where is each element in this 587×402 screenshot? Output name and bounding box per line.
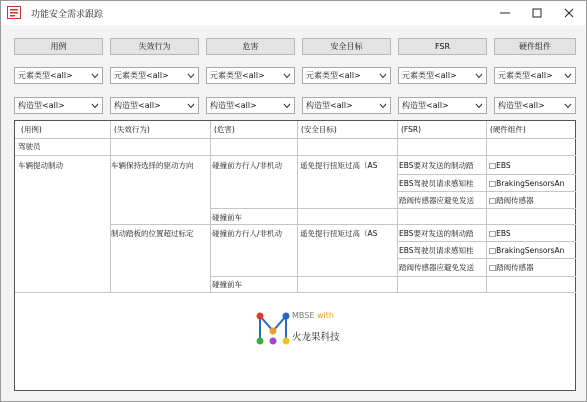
- chevron-down-icon: [379, 103, 387, 109]
- column-button-hardware[interactable]: 硬件组件: [494, 38, 576, 55]
- select-value: 元素类型<all>: [498, 71, 553, 80]
- table-cell[interactable]: EBS驾驶员请求感知桂: [399, 246, 474, 255]
- chevron-down-icon: [91, 73, 99, 79]
- chevron-down-icon: [187, 103, 195, 109]
- table-cell[interactable]: 碰撞前车: [212, 213, 242, 222]
- select-value: 构造型<all>: [402, 101, 449, 110]
- chevron-down-icon: [475, 103, 483, 109]
- chevron-down-icon: [187, 73, 195, 79]
- select-value: 构造型<all>: [210, 101, 257, 110]
- table-cell[interactable]: 碰撞前方行人/非机动: [212, 161, 283, 170]
- select-value: 构造型<all>: [114, 101, 161, 110]
- trace-table: [15, 121, 576, 293]
- chevron-down-icon: [475, 73, 483, 79]
- chevron-down-icon: [283, 73, 291, 79]
- column-button-usecase[interactable]: 用例: [14, 38, 103, 55]
- logo-mbse-text: MBSE with: [292, 311, 334, 320]
- minimize-icon: [500, 8, 510, 18]
- select-value: 元素类型<all>: [210, 71, 265, 80]
- table-cell[interactable]: 碰撞前方行人/非机动: [212, 229, 283, 238]
- table-cell[interactable]: 踏阀传感器应避免发送: [399, 263, 474, 272]
- select-value: 构造型<all>: [306, 101, 353, 110]
- construct-type-select-hazard[interactable]: [206, 97, 295, 114]
- table-cell[interactable]: 车辆保持选择的驱动方向: [111, 161, 194, 170]
- select-value: 元素类型<all>: [18, 71, 73, 80]
- table-cell[interactable]: 遥免提行扭矩过高（AS: [300, 161, 378, 170]
- maximize-button[interactable]: [521, 1, 553, 25]
- construct-type-select-fsr[interactable]: [398, 97, 487, 114]
- table-header-safety-goal: (安全目标): [301, 125, 337, 134]
- table-cell[interactable]: 遥免提行扭矩过高（AS: [300, 229, 378, 238]
- close-icon: [564, 8, 574, 18]
- app-icon: [7, 6, 21, 19]
- table-cell[interactable]: 车辆提动制动: [18, 161, 63, 170]
- construct-type-select-failure[interactable]: [110, 97, 199, 114]
- construct-type-select-hardware[interactable]: [494, 97, 576, 114]
- minimize-button[interactable]: [489, 1, 521, 25]
- select-value: 构造型<all>: [18, 101, 65, 110]
- logo-company-text: 火龙果科技: [292, 332, 340, 343]
- construct-type-select-usecase[interactable]: [14, 97, 103, 114]
- table-cell[interactable]: EBS要对发送的制动踏: [399, 229, 474, 238]
- select-value: 构造型<all>: [498, 101, 545, 110]
- table-cell[interactable]: 踏阀传感器应避免发送: [399, 196, 474, 205]
- title-bar: [1, 1, 586, 25]
- select-value: 元素类型<all>: [402, 71, 457, 80]
- table-header-hardware: (硬件组件): [490, 125, 526, 134]
- select-value: 元素类型<all>: [114, 71, 169, 80]
- table-cell[interactable]: EBS驾驶员请求感知桂: [399, 179, 474, 188]
- select-value: 元素类型<all>: [306, 71, 361, 80]
- table-cell[interactable]: □踏阀传感器: [489, 263, 534, 272]
- table-cell[interactable]: □踏阀传感器: [489, 196, 534, 205]
- column-button-failure[interactable]: 失效行为: [110, 38, 199, 55]
- maximize-icon: [532, 8, 542, 18]
- element-type-select-safety-goal[interactable]: [302, 67, 391, 84]
- chevron-down-icon: [379, 73, 387, 79]
- column-button-fsr[interactable]: FSR: [398, 38, 487, 55]
- table-header-fsr: (FSR): [401, 125, 422, 134]
- window-title: 功能安全需求跟踪: [31, 10, 104, 20]
- table-cell[interactable]: EBS要对发送的制动踏: [399, 161, 474, 170]
- close-button[interactable]: [553, 1, 585, 25]
- table-header-usecase: (用例): [21, 125, 42, 134]
- chevron-down-icon: [564, 73, 572, 79]
- chevron-down-icon: [564, 103, 572, 109]
- element-type-select-hazard[interactable]: [206, 67, 295, 84]
- element-type-select-hardware[interactable]: [494, 67, 576, 84]
- element-type-select-fsr[interactable]: [398, 67, 487, 84]
- column-button-hazard[interactable]: 危害: [206, 38, 295, 55]
- column-button-safety-goal[interactable]: 安全目标: [302, 38, 391, 55]
- table-cell[interactable]: 驾驶员: [18, 142, 41, 151]
- trace-table-panel: [14, 120, 576, 391]
- table-cell[interactable]: 碰撞前车: [212, 280, 242, 289]
- table-header-failure: (失效行为): [114, 125, 150, 134]
- chevron-down-icon: [283, 103, 291, 109]
- table-cell[interactable]: □BrakingSensorsAn: [489, 246, 565, 255]
- element-type-select-usecase[interactable]: [14, 67, 103, 84]
- mbse-logo-icon: [256, 311, 290, 345]
- table-cell[interactable]: □EBS: [489, 161, 511, 170]
- company-logo: [256, 311, 376, 371]
- table-cell[interactable]: □EBS: [489, 229, 511, 238]
- table-cell[interactable]: 制动踏板的位置超过标定: [111, 229, 194, 238]
- table-cell[interactable]: □BrakingSensorsAn: [489, 179, 565, 188]
- element-type-select-failure[interactable]: [110, 67, 199, 84]
- construct-type-select-safety-goal[interactable]: [302, 97, 391, 114]
- chevron-down-icon: [91, 103, 99, 109]
- table-header-hazard: (危害): [214, 125, 235, 134]
